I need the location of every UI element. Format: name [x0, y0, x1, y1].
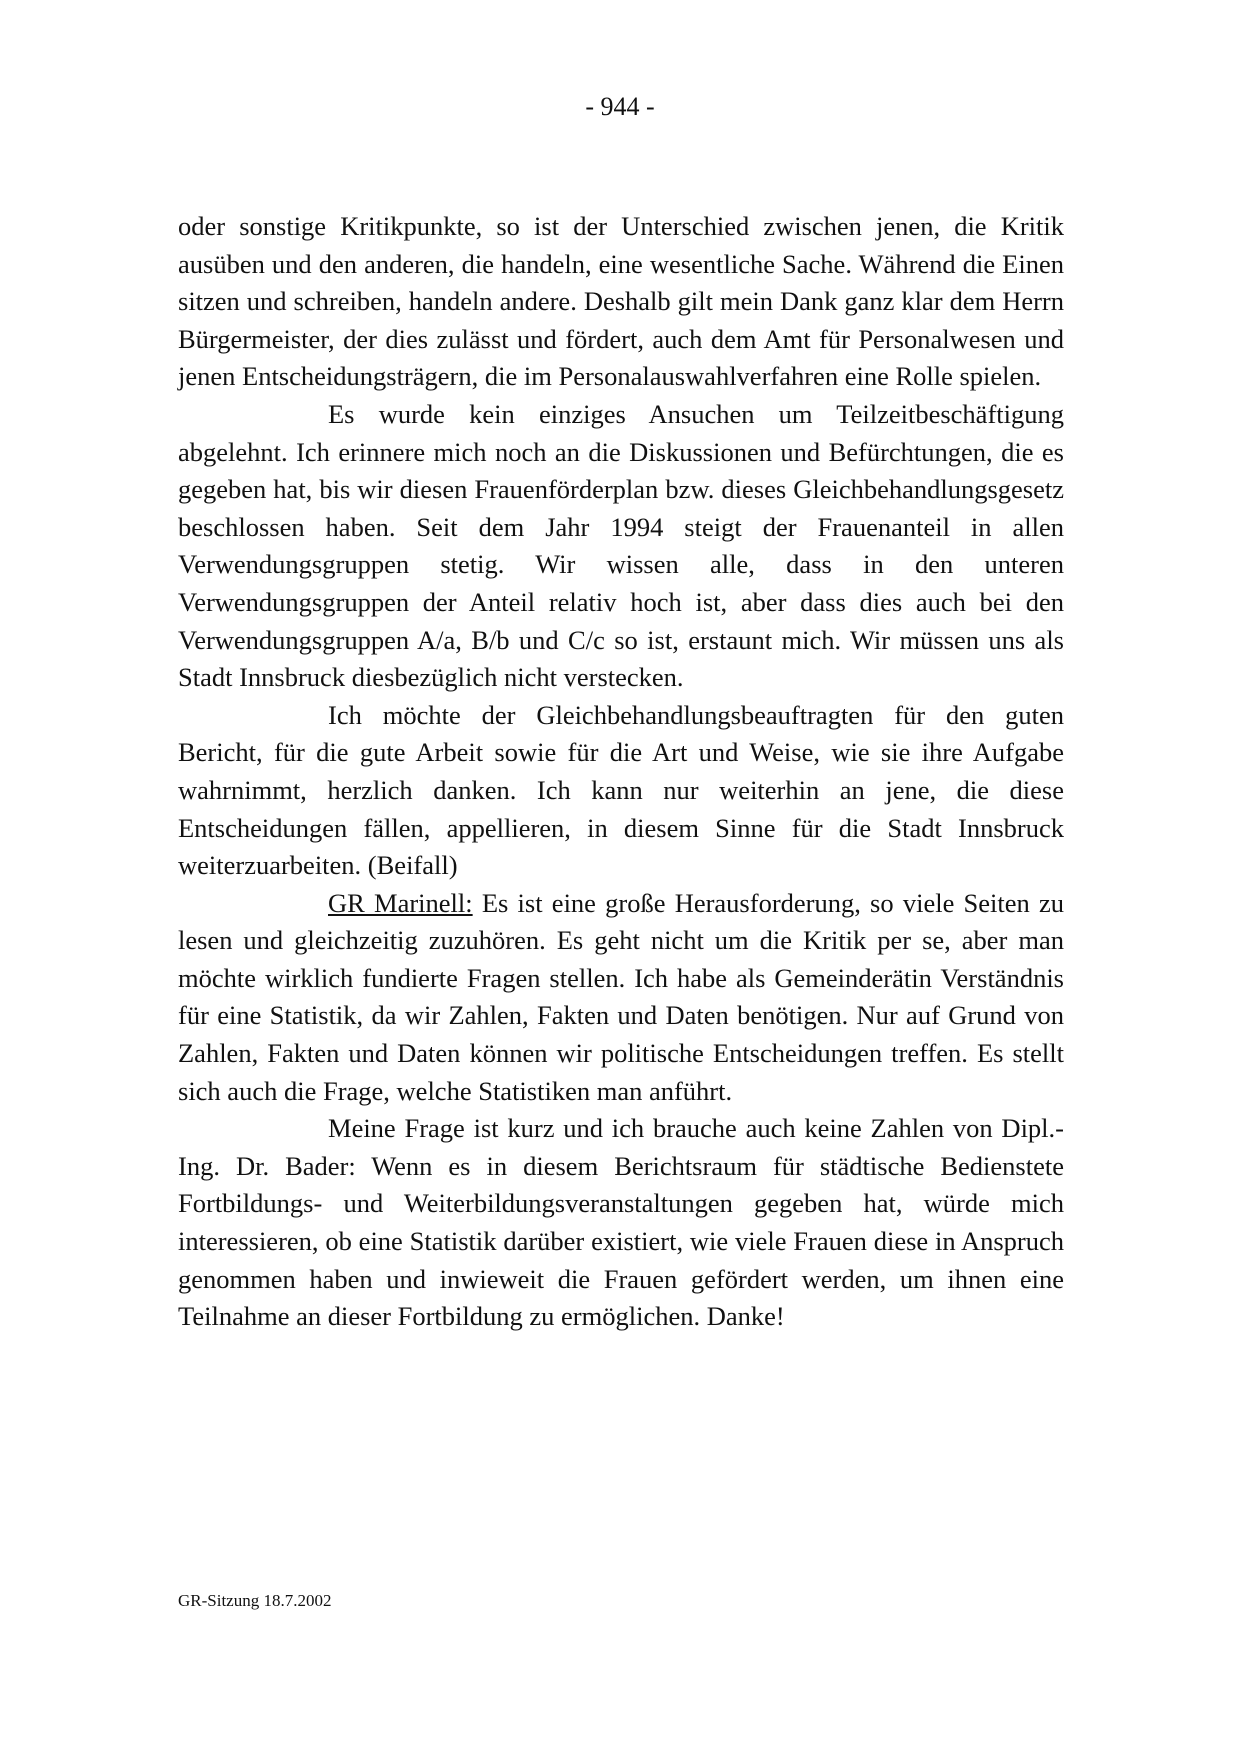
document-body — [178, 208, 1064, 1336]
paragraph-5: Meine Frage ist kurz und ich brauche auch keine Zahlen von Dipl.-Ing. Dr. Bader: Wenn es in diesem Berichtsraum für städtische Bedienstete Fortbildungs- und Weiterbildungsveranstaltungen gegeben hat, würde mich interessieren, ob eine Statistik darüber existiert, wie viele Frauen diese in Anspruch genommen haben und inwieweit die Frauen gefördert werden, um ihnen eine Teilnahme an dieser Fortbildung zu ermöglichen. Danke! — [178, 1113, 1064, 1332]
footer-session-date: GR-Sitzung 18.7.2002 — [178, 1591, 332, 1610]
paragraph-4 — [178, 885, 1064, 1111]
paragraph-1: oder sonstige Kritikpunkte, so ist der Unterschied zwischen jenen, die Kritik ausüben und den anderen, die handeln, eine wesentliche Sache. Während die Einen sitzen und schreiben, handeln andere. Deshalb gilt mein Dank ganz klar dem Herrn Bürgermeister, der dies zulässt und fördert, auch dem Amt für Personalwesen und jenen Entscheidungsträgern, die im Personalauswahlverfahren eine Rolle spielen. — [178, 211, 1064, 392]
page-number: - 944 - — [585, 92, 655, 121]
paragraph-3: Ich möchte der Gleichbehandlungsbeauftragten für den guten Bericht, für die gute Arbeit sowie für die Art und Weise, wie sie ihre Aufgabe wahrnimmt, herzlich danken. Ich kann nur weiterhin an jene, die diese Entscheidungen fällen, appellieren, in diesem Sinne für die Stadt Innsbruck weiterzuarbeiten. (Beifall) — [178, 699, 1064, 881]
speech-text: Es ist eine große Herausforderung, so viele Seiten zu lesen und gleichzeitig zuzuhören. Es geht nicht um die Kritik per se, aber man möchte wirklich fundierte Fragen stellen. Ich habe als Gemeinderätin Verständnis für eine Statistik, da wir Zahlen, Fakten und Daten benötigen. Nur auf Grund von Zahlen, Fakten und Daten können wir politische Entscheidungen treffen. Es stellt sich auch die Frage, welche Statistiken man anführt. — [178, 887, 1064, 1106]
paragraph-2: Es wurde kein einziges Ansuchen um Teilzeitbeschäftigung abgelehnt. Ich erinnere mich noch an die Diskussionen und Befürchtungen, die es gegeben hat, bis wir diesen Frauenförderplan bzw. dieses Gleichbehandlungsgesetz beschlossen haben. Seit dem Jahr 1994 steigt der Frauenanteil in allen Verwendungsgruppen stetig. Wir wissen alle, dass in den unteren Verwendungsgruppen der Anteil relativ hoch ist, aber dass dies auch bei den Verwendungsgruppen A/a, B/b und C/c so ist, erstaunt mich. Wir müssen uns als Stadt Innsbruck diesbezüglich nicht verstecken. — [178, 398, 1064, 693]
speaker-name: GR Marinell: — [328, 887, 473, 918]
